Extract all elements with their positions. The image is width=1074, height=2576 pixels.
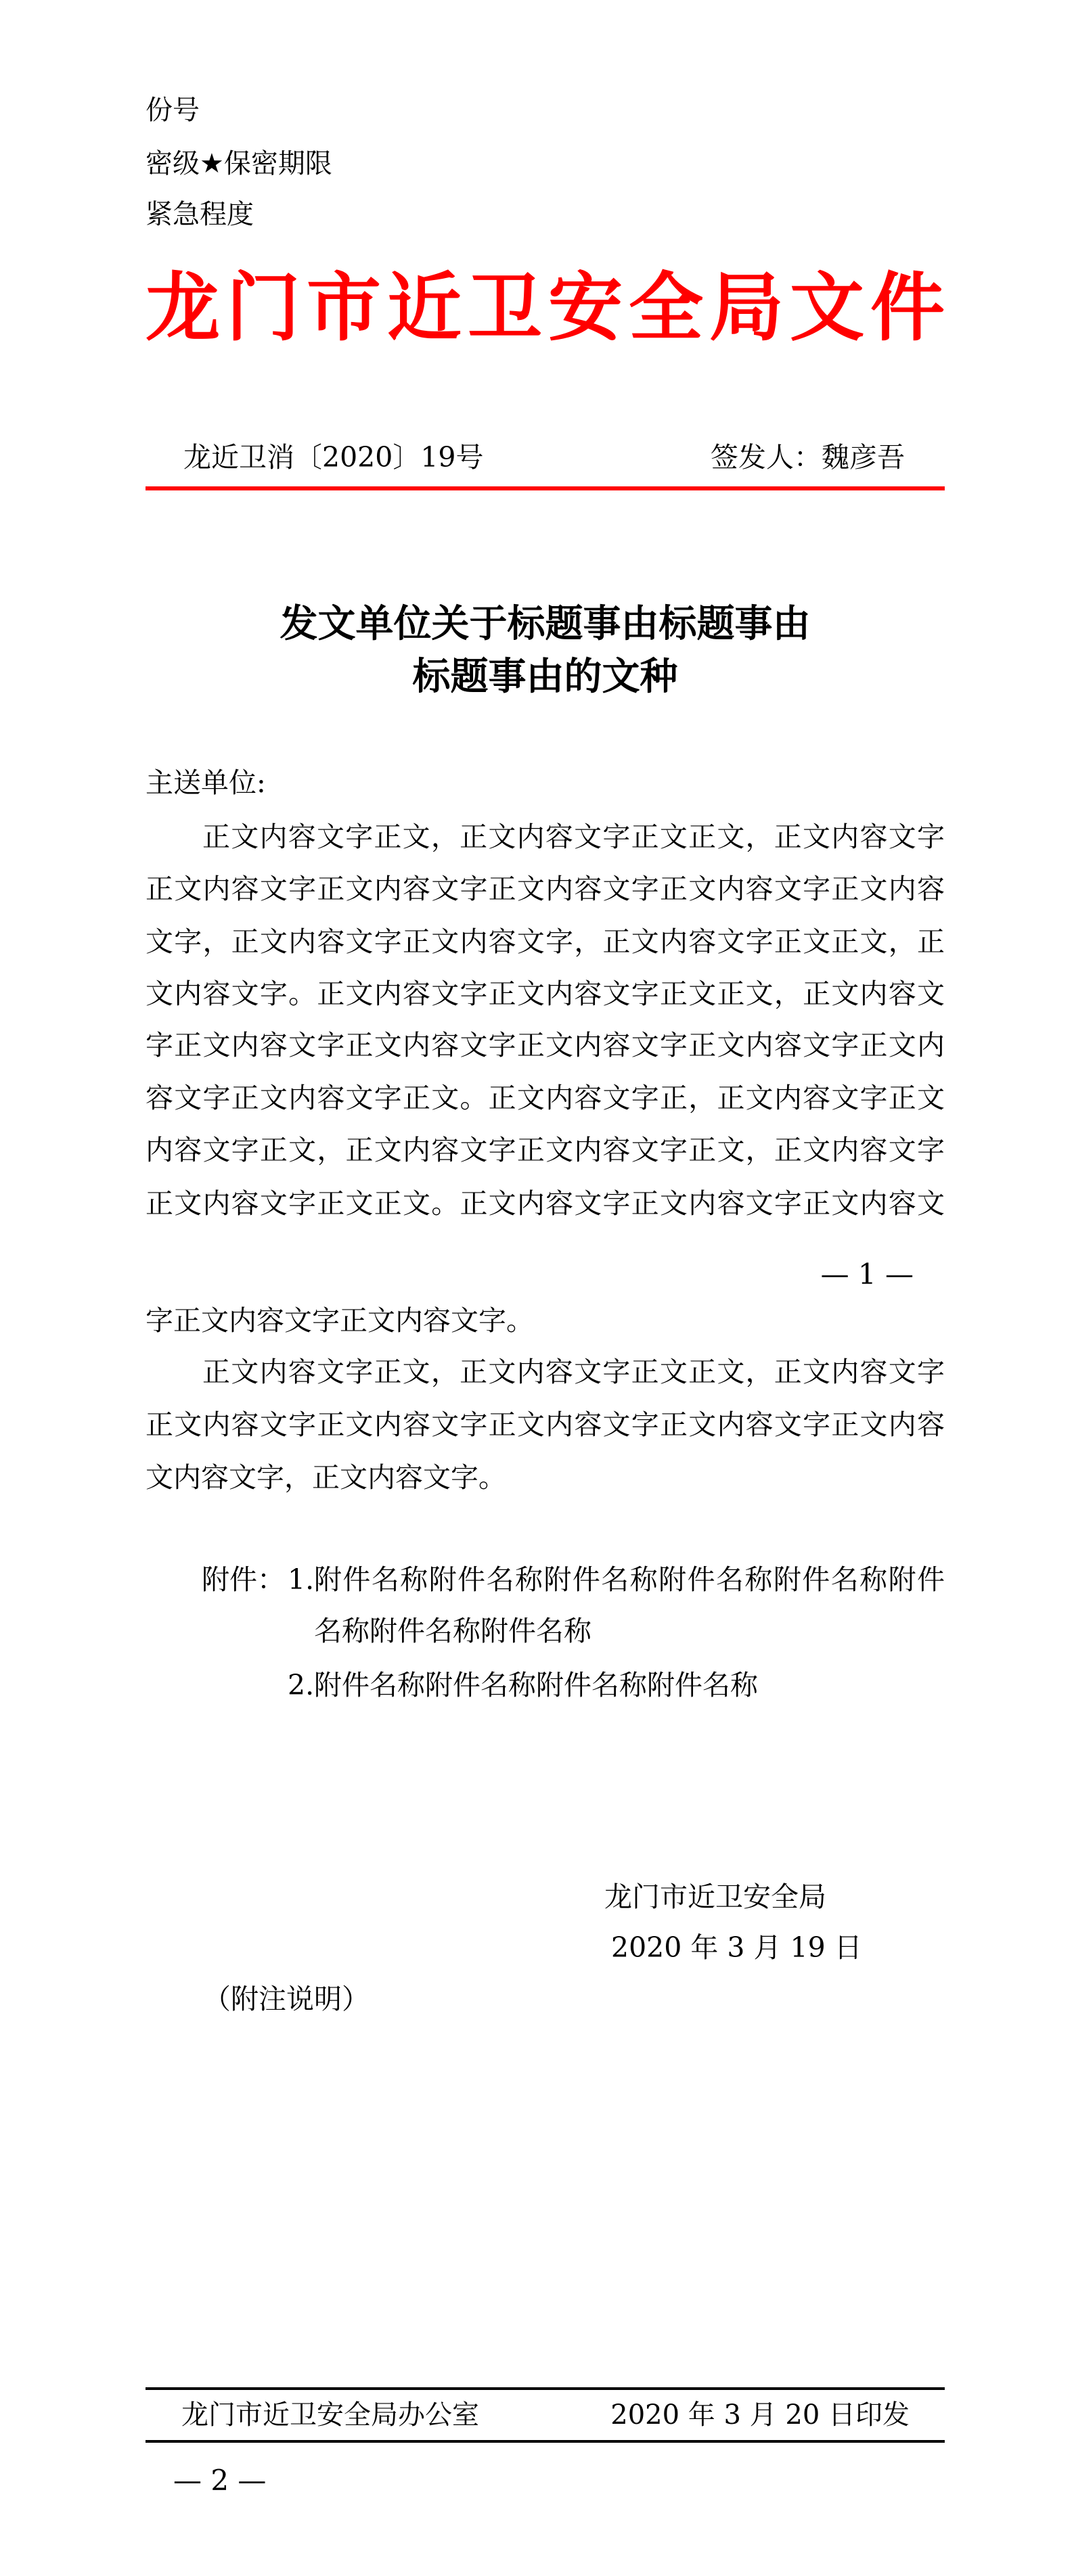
classification-label: 密级★保密期限: [146, 148, 332, 179]
red-title-char: 全: [629, 264, 703, 351]
body-line: 文内容文字。正文内容文字正文内容文字正文正文，正文内容文: [146, 978, 945, 1010]
attachment-1-name[interactable]: 附件名称附件名称附件名称附件名称附件名称附件: [314, 1563, 945, 1596]
footer-top-rule: [146, 2387, 945, 2390]
signature-date: 2020 年 3 月 19 日: [611, 1931, 862, 1964]
footer-print-date: 2020 年 3 月 20 日印发: [610, 2399, 910, 2431]
red-title-char: 安: [548, 264, 623, 351]
red-title-char: 龙: [146, 264, 220, 351]
red-title-char: 市: [307, 264, 381, 351]
body-line: 文内容文字，正文内容文字。: [146, 1461, 506, 1494]
body-line: 正文内容文字正文，正文内容文字正文正文，正文内容文字: [202, 821, 945, 853]
recipient-label: 主送单位:: [146, 766, 266, 799]
red-title-char: 卫: [468, 264, 542, 351]
body-line: 文字，正文内容文字正文内容文字，正文内容文字正文正文，正: [146, 925, 945, 958]
attachment-1-number: 1.: [288, 1563, 315, 1596]
red-title-char: 门: [226, 264, 300, 351]
red-title-char: 件: [870, 264, 945, 351]
copy-number-label: 份号: [146, 95, 200, 126]
body-line: 字正文内容文字正文内容文字。: [146, 1304, 534, 1337]
body-line: 容文字正文内容文字正文。正文内容文字正，正文内容文字正文: [146, 1082, 945, 1114]
note: （附注说明）: [203, 1983, 370, 2015]
document-title-line-1: 发文单位关于标题事由标题事由: [279, 601, 811, 646]
attachment-2-name[interactable]: 附件名称附件名称附件名称附件名称: [314, 1669, 758, 1701]
body-line: 正文内容文字正文，正文内容文字正文正文，正文内容文字: [202, 1356, 945, 1388]
body-line: 内容文字正文，正文内容文字正文内容文字正文，正文内容文字: [146, 1134, 945, 1166]
red-title-char: 近: [387, 264, 462, 351]
signer: 签发人：魏彦吾: [711, 441, 905, 474]
attachment-1-name-cont[interactable]: 名称附件名称附件名称: [314, 1615, 591, 1647]
page-number-2: — 2 —: [173, 2464, 267, 2497]
document-title-line-2: 标题事由的文种: [412, 654, 678, 699]
red-title-char: 文: [790, 264, 864, 351]
signature-organization: 龙门市近卫安全局: [604, 1881, 826, 1913]
page-number-1: — 1 —: [820, 1258, 914, 1291]
body-line: 正文内容文字正文内容文字正文内容文字正文内容文字正文内容: [146, 873, 945, 905]
body-line: 正文内容文字正文正文。正文内容文字正文内容文字正文内容文: [146, 1187, 945, 1220]
attachments-label: 附件：: [202, 1563, 285, 1596]
red-title-char: 局: [709, 264, 784, 351]
attachment-2-number: 2.: [288, 1669, 315, 1701]
footer-issuing-office: 龙门市近卫安全局办公室: [181, 2399, 479, 2431]
footer-bottom-rule: [146, 2440, 945, 2443]
body-line: 正文内容文字正文内容文字正文内容文字正文内容文字正文内容: [146, 1408, 945, 1441]
document-number: 龙近卫消〔2020〕19号: [183, 441, 484, 474]
red-header-title: [146, 264, 945, 352]
body-line: 字正文内容文字正文内容文字正文内容文字正文内容文字正文内: [146, 1029, 945, 1061]
urgency-label: 紧急程度: [146, 199, 254, 230]
red-separator-line: [146, 486, 945, 490]
